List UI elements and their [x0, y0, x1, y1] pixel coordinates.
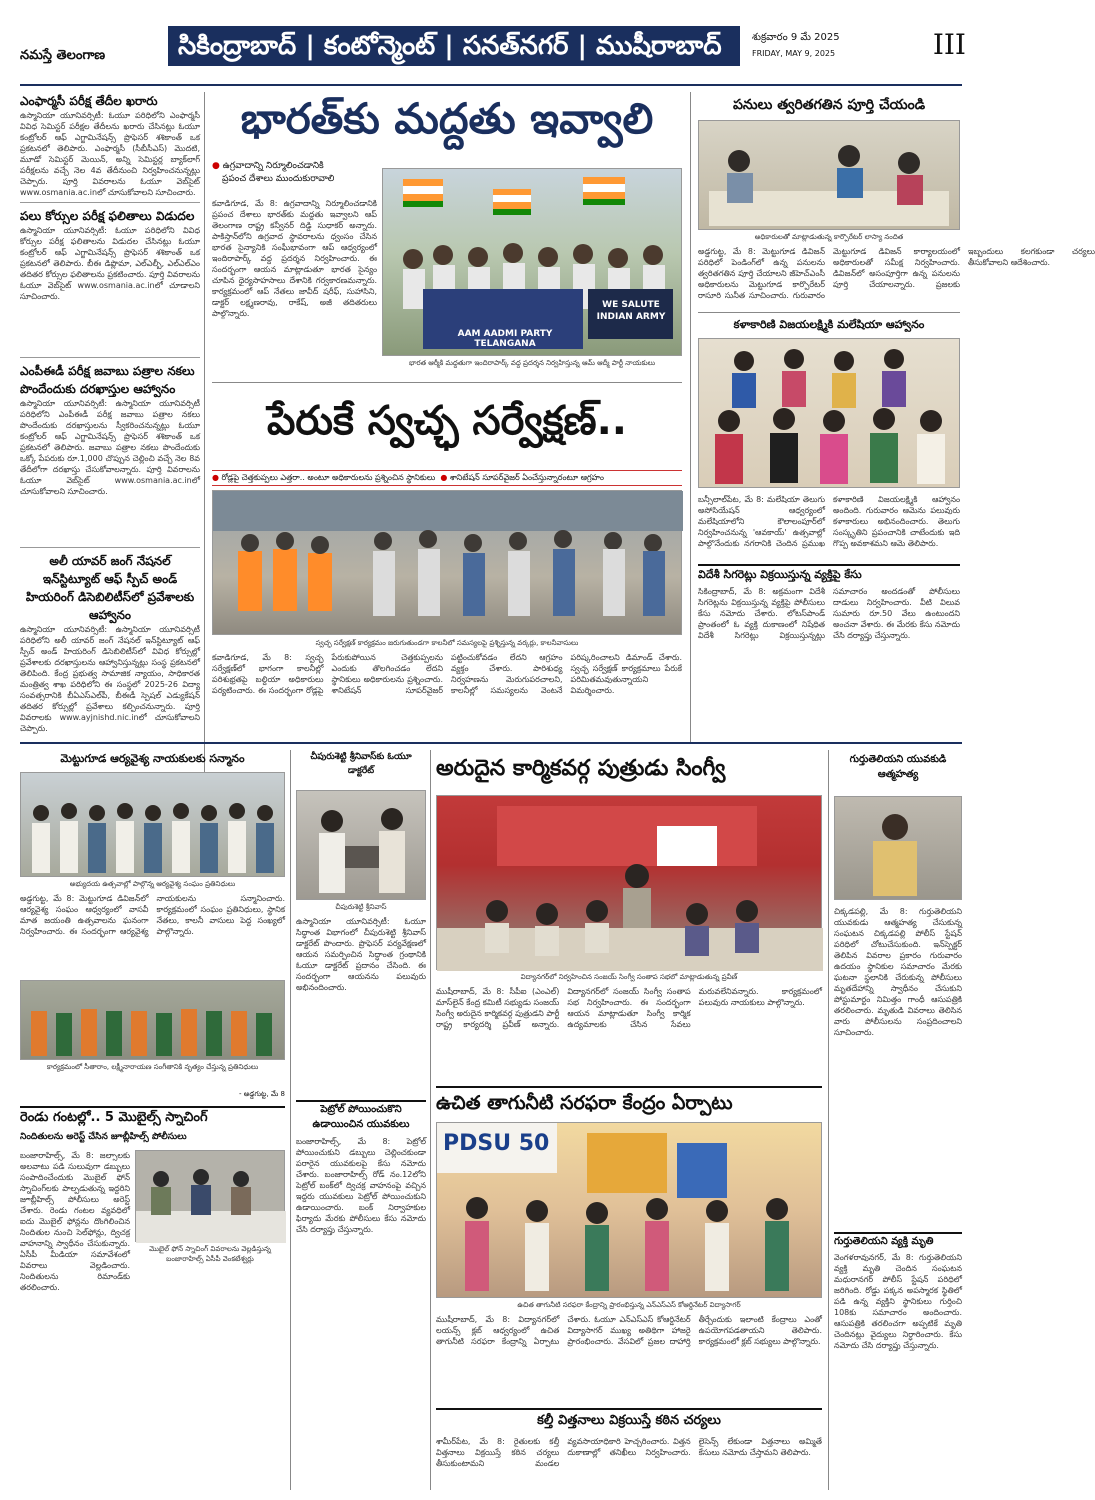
- bullet-icon: ●: [440, 473, 448, 482]
- snatching-photo: [135, 1150, 285, 1242]
- snatching-body: బంజారాహిల్స్, మే 8: జల్సాలకు అలవాటు పడి సులువుగా డబ్బులు సంపాదించేందుకు మొబైల్ ఫోన్ స్నాచింగ్‌లకు పాల్పడుతున్న ఇద్దరిని జూబ్లీహిల్స్ పోలీసులు అరెస్ట్ చేశారు. రెండు గంటల వ్యవధిలో ఐదు మొబైల్ ఫోన్లను దొంగిలించిన నిందితుల నుంచి సెల్‌ఫోన్లు, ద్విచక్ర వాహనాన్ని స్వాధీనం చేసుకున్నారు. ఏసీపీ మీడియా సమావేశంలో వివరాలు వెల్లడించారు. నిందితులను రిమాండ్‌కు తరలించారు.: [20, 1151, 130, 1292]
- page-number: III: [932, 28, 966, 61]
- top-story-subheads: [212, 160, 372, 200]
- swachh-photo-caption: స్వచ్ఛ సర్వేక్షణ్ కార్యక్రమం జరుగుతుండగా కాలనీలో సమస్యలపై ప్రశ్నిస్తున్న వర్కర్లు, కాలనీవాసులు: [315, 639, 579, 647]
- lower-left-photo-caption: అభ్యుదయ ఉత్సవాల్లో పాల్గొన్న ఆర్యవైశ్య సంఘం ప్రతినిధులు: [69, 880, 236, 888]
- news-item: [20, 92, 200, 202]
- lower-left-photo: [20, 772, 285, 877]
- column-divider: [204, 92, 205, 792]
- seed-body: శామీర్‌పేట, మే 8: రైతులకు కల్తీ విత్తనాలు విక్రయిస్తే కఠిన చర్యలు తీసుకుంటామని మండల వ్యవసాయాధికారి హెచ్చరించారు. విత్తన దుకాణాల్లో తనిఖీలు నిర్వహించారు. లైసెన్స్ లేకుండా విత్తనాలు అమ్మితే కేసులు నమోదు చేస్తామని తెలిపారు.: [436, 1437, 822, 1468]
- left-news-column: [20, 92, 200, 792]
- water-photo: [436, 1122, 822, 1298]
- top-story-body: కవాడిగూడ, మే 8: ఉగ్రవాదాన్ని నిర్మూలించడానికి ప్రపంచ దేశాలు భారత్‌కు మద్దతు ఇవ్వాలని ఆప్ తెలంగాణ రాష్ట్ర కన్వీనర్ దిడ్డి సుధాకర్ అన్నారు. పాకిస్తాన్‌లోని ఉగ్రవాద స్థావరాలను ధ్వంసం చేసిన భారత సైన్యానికి సంఘీభావంగా ఆప్ ఆధ్వర్యంలో ఇందిరాపార్క్ వద్ద ప్రదర్శన నిర్వహించారు. ఈ సందర్భంగా ఆయన మాట్లాడుతూ భారత సైన్యం చూపిన ధైర్యసాహసాలు దేశానికి గర్వకారణమన్నారు. కార్యక్రమంలో ఆప్ నేతలు జావీద్ షరీఫ్, సుహాసిని, డాక్టర్ లక్ష్మణరావు, రాకేష్, అజీ తదితరులు పాల్గొన్నారు.: [212, 199, 377, 318]
- snatching-body-cont: [135, 1268, 285, 1488]
- masthead-rule: [20, 84, 962, 86]
- section-rule: [20, 742, 962, 744]
- gathering-illustration: [21, 981, 286, 1061]
- bullet-icon: ●: [212, 161, 220, 171]
- top-story-photo-caption: భారత ఆర్మీకి మద్దతుగా ఇందిరాపార్క్ వద్ద ప్రదర్శన నిర్వహిస్తున్న ఆమ్ ఆద్మీ పార్టీ నాయకులు: [408, 359, 656, 367]
- singh-body: ముషీరాబాద్, మే 8: సీపీఐ (ఎంఎల్) మాస్‌లైన్ కేంద్ర కమిటీ సభ్యుడు సంజయ్ సింగ్వీ అరుదైన కార్మికవర్గ పుత్రుడని పార్టీ రాష్ట్ర కార్యదర్శి ప్రవీణ్ అన్నారు. విద్యానగర్‌లో సంజయ్ సింగ్వీ సంతాప సభ నిర్వహించారు. ఈ సందర్భంగా ఆయన మాట్లాడుతూ సింగ్వీ కార్మిక ఉద్యమాలకు చేసిన సేవలు మరువలేనివన్నారు. కార్యక్రమంలో పలువురు నాయకులు పాల్గొన్నారు.: [436, 987, 822, 1029]
- doctorate-body: ఉస్మానియా యూనివర్సిటీ: ఓయూ సిద్ధాంత విభాగంలో చీపురుశెట్టి శ్రీనివాస్ డాక్టరేట్ పొందారు. ప్రొఫెసర్ పర్యవేక్షణలో ఆయన సమర్పించిన సిద్ధాంత గ్రంథానికి ఓయూ డాక్టరేట్ ప్రదానం చేసింది. ఈ సందర్భంగా ఆయనను పలువురు అభినందించారు.: [296, 917, 426, 992]
- swachh-photo: [212, 490, 682, 635]
- top-story-photo: [382, 168, 682, 356]
- section-rule: [212, 382, 682, 383]
- paper-name: నమస్తే తెలంగాణ: [20, 48, 106, 63]
- death-body: వెంగళరావునగర్, మే 8: గుర్తుతెలియని వ్యక్తి మృతి చెందిన సంఘటన మధురానగర్ పోలీస్ స్టేషన్ పరిధిలో జరిగింది. రోడ్డు పక్కన అపస్మారక స్థితిలో పడి ఉన్న వ్యక్తిని స్థానికులు గుర్తించి 108కు సమాచారం అందించారు. ఆసుపత్రికి తరలించగా అప్పటికే మృతి చెందినట్లు వైద్యులు నిర్ధారించారు. కేసు నమోదు చేసి దర్యాప్తు చేస్తున్నారు.: [834, 1253, 962, 1350]
- felicitation-illustration: [21, 773, 286, 878]
- snatching-subhead: నిందితులను అరెస్ట్ చేసిన జూబ్లీహిల్స్ పోలీసులు: [20, 1132, 187, 1142]
- singh-photo-caption: విద్యానగర్‌లో నిర్వహించిన సంజయ్ సింగ్వీ సంతాప సభలో మాట్లాడుతున్న ప్రవీణ్: [520, 973, 738, 981]
- news-item: [20, 202, 200, 357]
- lower-left-photo2-caption: కార్యక్రమంలో సీతారాం, లక్ష్మీనారాయణ సంగీతానికి నృత్యం చేస్తున్న ప్రతినిధులు: [46, 1063, 259, 1071]
- snatching-photo-caption: మొబైల్ ఫోన్ స్నాచింగ్ వివరాలను వెల్లడిస్తున్న బంజారాహిల్స్ ఏసీపీ వెంకటేశ్వర్లు: [149, 1245, 271, 1263]
- banner-aap: AAM AADMI PARTY TELANGANA: [457, 329, 553, 349]
- swachh-body: కవాడిగూడ, మే 8: స్వచ్ఛ సర్వేక్షణ్‌లో భాగంగా కాలనీల్లో పరిశుభ్రతపై బల్దియా అధికారులు పర్యటించారు. ఈ సందర్భంగా రోడ్లపై పేరుకుపోయిన చెత్తకుప్పలను ఎందుకు తొలగించడం లేదని స్థానికులు అధికారులను ప్రశ్నించారు. శానిటేషన్ సూపర్‌వైజర్ పట్టించుకోవడం లేదని ఆగ్రహం వ్యక్తం చేశారు. పారిశుధ్య నిర్వహణను మెరుగుపరచాలని, కాలనీల్లో సమస్యలను వెంటనే పరిష్కరించాలని డిమాండ్ చేశారు. స్వచ్ఛ సర్వేక్షణ్ కార్యక్రమాలు పేరుకే పరిమితమవుతున్నాయని విమర్శించారు.: [212, 653, 682, 695]
- column-divider: [828, 750, 829, 1490]
- right-top-photo-caption: అధికారులతో మాట్లాడుతున్న కార్పొరేటర్ లాస్యా నందిత: [754, 233, 904, 241]
- news-body: ఉస్మానియా యూనివర్సిటీ: ఉస్మానియా యూనివర్సిటీ పరిధిలోని ఎంపీఈడీ పరీక్ష జవాబు పత్రాల నకలు పొందేందుకు దరఖాస్తులను స్వీకరించనున్నట్లు ఓయూ కంట్రోలర్ ఆఫ్ ఎగ్జామినేషన్స్ ప్రొఫెసర్ శశికాంత్ ఒక ప్రకటనలో తెలిపారు. జవాబు పత్రాల నకలు పొందేందుకు ఒక్కో పేపరుకు రూ.1,000 చొప్పున చెల్లించి వచ్చే నెల 8వ తేదీలోగా దరఖాస్తు చేసుకోవాలన్నారు. పూర్తి వివరాలను ఓయూ వెబ్‌సైట్ www.osmania.ac.inలో చూసుకోవాలని సూచించారు.: [20, 399, 200, 496]
- petrol-headline: పెట్రోల్ పోయించుకొని ఉడాయించిన యువకులు: [296, 1100, 426, 1132]
- right-top-photo: [698, 120, 960, 230]
- suicide-headline: గుర్తుతెలియని యువకుడి ఆత్మహత్య: [849, 754, 947, 780]
- banner-salute: WE SALUTE INDIAN ARMY: [596, 300, 666, 322]
- swachh-tags: [212, 470, 682, 486]
- suicide-photo: [834, 796, 962, 900]
- right-mid-headline: కళాకారిణి విజయలక్ష్మికి మలేషియా ఆహ్వానం: [733, 318, 925, 331]
- column-divider: [430, 750, 431, 1490]
- section-rule: [698, 312, 960, 313]
- news-headline: ఎంఫార్మసీ పరీక్ష తేదీల ఖరారు: [20, 94, 158, 108]
- bullet-icon: ●: [212, 473, 219, 482]
- singh-headline: అరుదైన కార్మికవర్గ పుత్రుడు సింగ్వీ: [436, 756, 726, 781]
- news-headline: పలు కోర్సుల పరీక్ష ఫలితాలు విడుదల: [20, 209, 195, 223]
- news-body: ఉస్మానియా యూనివర్సిటీ: ఓయూ పరిధిలోని ఎంఫార్మసీ వివిధ సెమిస్టర్ పరీక్షల తేదీలను ఖరారు చేసినట్లు ఓయూ కంట్రోలర్ ఆఫ్ ఎగ్జామినేషన్స్ ప్రొఫెసర్ శశికాంత్ ఒక ప్రకటనలో తెలిపారు. ఎంఫార్మసీ (సీబీసీఎస్) మొదటి, మూడో సెమిస్టర్ మెయిన్, అన్ని సెమిస్టర్ల బ్యాక్‌లాగ్ పరీక్షలను వచ్చే నెల 4వ తేదీనుంచి నిర్వహించనున్నట్లు చెప్పారు. పూర్తి వివరాలను ఓయూ వెబ్‌సైట్ www.osmania.ac.inలో చూసుకోవాలని సూచించారు.: [20, 111, 200, 197]
- petrol-body: బంజారాహిల్స్, మే 8: పెట్రోల్ పోయించుకుని డబ్బులు చెల్లించకుండా పరారైన యువకులపై కేసు నమోదు చేశారు. బంజారాహిల్స్ రోడ్ నం.12లోని పెట్రోల్ బంక్‌లో ద్విచక్ర వాహనంపై వచ్చిన ఇద్దరు యువకులు పెట్రోల్ పోయించుకుని ఉడాయించారు. బంక్ నిర్వాహకుల ఫిర్యాదు మేరకు పోలీసులు కేసు నమోదు చేసి దర్యాప్తు చేస్తున్నారు.: [296, 1137, 426, 1234]
- snatching-headline: రెండు గంటల్లో.. 5 మొబైల్స్ స్నాచింగ్: [20, 1106, 285, 1128]
- street-crowd-illustration: [213, 491, 683, 636]
- press-meet-illustration: [136, 1151, 286, 1243]
- swachh-headline: పేరుకే స్వచ్ఛ సర్వేక్షణ్..: [266, 398, 627, 444]
- right-mid-body: బన్సీలాల్‌పేట, మే 8: మలేషియా తెలుగు అసోసియేషన్ ఆధ్వర్యంలో మలేషియాలోని కౌలాలంపూర్‌లో నిర్వహించనున్న 'ఆవకాయ్' ఉత్సవాల్లో పాల్గొనేందుకు నగరానికి చెందిన ప్రముఖ కళాకారిణి విజయలక్ష్మికి ఆహ్వానం అందింది. గురువారం ఆమెను పలువురు కళాకారులు అభినందించారు. తెలుగు సంస్కృతిని ప్రపంచానికి చాటేందుకు ఇది గొప్ప అవకాశమని ఆమె తెలిపారు.: [698, 495, 960, 548]
- suicide-body: చిక్కడపల్లి, మే 8: గుర్తుతెలియని యువకుడు ఆత్మహత్య చేసుకున్న సంఘటన చిక్కడపల్లి పోలీస్ స్టేషన్ పరిధిలో చోటుచేసుకుంది. ఇన్‌స్పెక్టర్ తెలిపిన వివరాల ప్రకారం గురువారం ఉదయం స్థానికుల సమాచారం మేరకు ఘటనా స్థలానికి చేరుకున్న పోలీసులు మృతదేహాన్ని స్వాధీనం చేసుకుని పోస్టుమార్టం నిమిత్తం గాంధీ ఆసుపత్రికి తరలించారు. మృతుడి వివరాలు తెలిసిన వారు పోలీసులను సంప్రదించాలని సూచించారు.: [834, 907, 962, 1037]
- award-illustration: [297, 791, 427, 901]
- group-photo-illustration: [699, 339, 961, 489]
- byline: - అడ్డగుట్ట, మే 8: [239, 1090, 285, 1098]
- news-body: ఉస్మానియా యూనివర్సిటీ: ఉస్మానియా యూనివర్సిటీ పరిధిలోని అలీ యావర్ జంగ్ నేషనల్ ఇన్‌స్టిట్యూట్ ఆఫ్ స్పీచ్ అండ్ హియరింగ్ డిసెబిలిటీస్‌లో వివిధ కోర్సుల్లో ప్రవేశాలకు దరఖాస్తులను ఆహ్వానిస్తున్నట్లు సంస్థ ప్రకటనలో తెలిపింది. కేంద్ర ప్రభుత్వ సామాజిక న్యాయం, సాధికారత మంత్రిత్వ శాఖ పరిధిలోని ఈ సంస్థలో 2025-26 విద్యా సంవత్సరానికి బీఏఎస్ఎల్‌పీ, బీఈడీ స్పెషల్ ఎడ్యుకేషన్ తదితర కోర్సుల్లో ప్రవేశాలు కల్పించనున్నారు. పూర్తి వివరాలకు www.ayjnishd.nic.inలో చూసుకోవాలని చెప్పారు.: [20, 625, 200, 733]
- date-block: [752, 30, 892, 62]
- person-illustration: [835, 797, 963, 901]
- meeting-illustration: [699, 121, 961, 231]
- water-photo-caption: ఉచిత తాగునీటి సరఫరా కేంద్రాన్ని ప్రారంభిస్తున్న ఎన్ఎస్ఎస్ కోఆర్డినేటర్ విద్యాసాగర్: [517, 1301, 741, 1309]
- right-top-headline: పనులు త్వరితగతిన పూర్తి చేయండి: [732, 97, 926, 113]
- date-english: FRIDAY, MAY 9, 2025: [752, 49, 836, 58]
- right-low-body: సికింద్రాబాద్, మే 8: అక్రమంగా విదేశీ సిగరెట్లను విక్రయిస్తున్న వ్యక్తిపై పోలీసులు కేసు నమోదు చేశారు. లోటస్‌పాండ్ ప్రాంతంలో ఓ వ్యక్తి దుకాణంలో నిషేధిత విదేశీ సిగరెట్లు విక్రయిస్తున్నట్లు సమాచారం అందడంతో పోలీసులు దాడులు నిర్వహించారు. వీటి విలువ సుమారు రూ.50 వేలు ఉంటుందని అంచనా వేశారు. ఈ మేరకు కేసు నమోదు చేసి దర్యాప్తు చేస్తున్నారు.: [698, 587, 960, 640]
- water-headline: ఉచిత తాగునీటి సరఫరా కేంద్రం ఏర్పాటు: [436, 1086, 822, 1118]
- news-body: ఉస్మానియా యూనివర్సిటీ: ఓయూ పరిధిలోని వివిధ కోర్సుల పరీక్ష ఫలితాలను విడుదల చేసినట్లు ఓయూ కంట్రోలర్ ఆఫ్ ఎగ్జామినేషన్స్ ప్రొఫెసర్ శశికాంత్ ఒక ప్రకటనలో తెలిపారు. బీఈ డిప్లొమా, ఎల్ఎల్బీ, ఎల్ఎల్ఎం తదితర కోర్సుల ఫలితాలను ప్రకటించారు. పూర్తి వివరాలను ఓయూ వెబ్‌సైట్ www.osmania.ac.inలో చూడాలని సూచించారు.: [20, 226, 200, 301]
- edition-areas-banner: సికింద్రాబాద్ | కంటోన్మెంట్ | సనత్‌నగర్ | ముషీరాబాద్: [168, 26, 740, 66]
- lower-left-headline: మెట్టుగూడ ఆర్యవైశ్య నాయకులకు సన్మానం: [60, 752, 245, 765]
- doctorate-photo: [296, 790, 426, 900]
- subhead-line: ఉగ్రవాదాన్ని నిర్మూలించడానికి: [222, 161, 324, 171]
- right-low-headline: విదేశీ సిగరెట్లు విక్రయిస్తున్న వ్యక్తిపై కేసు: [698, 564, 960, 584]
- column-divider: [290, 750, 291, 1490]
- news-item: [20, 357, 200, 547]
- death-headline: గుర్తుతెలియని వ్యక్తి మృతి: [834, 1232, 962, 1249]
- right-mid-photo: [698, 338, 960, 488]
- column-divider: [690, 92, 691, 742]
- news-headline: అలీ యావర్ జంగ్ నేషనల్ ఇన్‌స్టిట్యూట్ ఆఫ్ స్పీచ్ అండ్ హియరింగ్ డిసెబిలిటీస్‌లో ప్రవేశాలకు ఆహ్వానం: [25, 554, 195, 622]
- tag-text: రోడ్లపై చెత్తకుప్పలు ఎత్తరా.. అంటూ అధికారులను ప్రశ్నించిన స్థానికులు: [221, 473, 436, 482]
- date-telugu: శుక్రవారం 9 మే 2025: [752, 32, 840, 43]
- singh-photo: [436, 795, 822, 970]
- tag-text: శానిటేషన్ సూపర్‌వైజర్ ఏంచేస్తున్నారంటూ ఆగ్రహం: [449, 473, 604, 482]
- lower-left-photo-2: [20, 980, 285, 1060]
- lower-left-body: అడ్డగుట్ట, మే 8: మెట్టుగూడ డివిజన్‌లో ఆర్యవైశ్య సంఘం ఆధ్వర్యంలో వాసవీ మాత జయంతి ఉత్సవాలను ఘనంగా నిర్వహించారు. ఈ సందర్భంగా ఆర్యవైశ్య నాయకులను సన్మానించారు. కార్యక్రమంలో సంఘం ప్రతినిధులు, స్థానిక నేతలు, కాలనీ వాసులు పెద్ద సంఖ్యలో పాల్గొన్నారు.: [20, 894, 285, 936]
- news-headline: ఎంపీఈడీ పరీక్ష జవాబు పత్రాల నకలు పొందేందుకు దరఖాస్తుల ఆహ్వానం: [20, 364, 195, 396]
- banner-pdsu: PDSU 50: [443, 1131, 550, 1156]
- top-story-headline: భారత్‌కు మద్దతు ఇవ్వాలి: [240, 94, 654, 143]
- subhead-line: ప్రపంచ దేశాలు ముందుకురావాలి: [222, 174, 335, 184]
- meeting-hall-illustration: [437, 796, 823, 971]
- seed-headline: కల్తీ విత్తనాలు విక్రయిస్తే కఠిన చర్యలు: [436, 1408, 822, 1432]
- right-top-body: అడ్డగుట్ట, మే 8: మెట్టుగూడ డివిజన్ పరిధిలో పెండింగ్‌లో ఉన్న పనులను త్వరితగతిన పూర్తి చేయాలని జీహెచ్ఎంసీ అధికారులను మెట్టుగూడ కార్పొరేటర్ రాసూరి సునీత సూచించారు. గురువారం మెట్టుగూడ డివిజన్ కార్యాలయంలో అధికారులతో సమీక్ష నిర్వహించారు. డివిజన్‌లో అసంపూర్తిగా ఉన్న పనులను పూర్తి చేయాలన్నారు. ప్రజలకు ఇబ్బందులు కలగకుండా చర్యలు తీసుకోవాలని ఆదేశించారు.: [698, 247, 1095, 300]
- doctorate-photo-caption: చీపురుశెట్టి శ్రీనివాస్: [335, 903, 387, 911]
- doctorate-headline: చీపురుశెట్టి శ్రీనివాస్‌కు ఓయూ డాక్టరేట్: [310, 752, 412, 776]
- water-body: ముషీరాబాద్, మే 8: విద్యానగర్‌లో లయన్స్ క్లబ్ ఆధ్వర్యంలో ఉచిత తాగునీటి సరఫరా కేంద్రాన్ని ఏర్పాటు చేశారు. ఓయూ ఎన్ఎస్ఎస్ కోఆర్డినేటర్ విద్యాసాగర్ ముఖ్య అతిథిగా హాజరై ప్రారంభించారు. వేసవిలో ప్రజల దాహార్తి తీర్చేందుకు ఇలాంటి కేంద్రాలు ఎంతో ఉపయోగపడతాయని తెలిపారు. కార్యక్రమంలో క్లబ్ సభ్యులు పాల్గొన్నారు.: [436, 1315, 822, 1346]
